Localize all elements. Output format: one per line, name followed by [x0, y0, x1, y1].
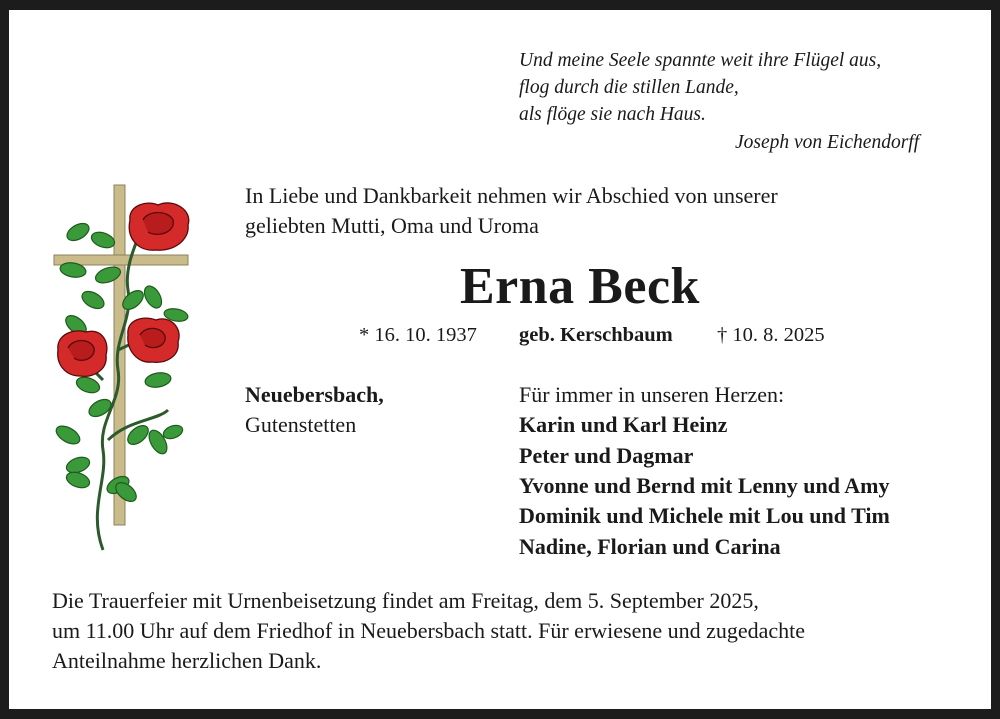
- mourner-line: Karin und Karl Heinz: [519, 412, 728, 437]
- cross-with-roses-icon: [48, 180, 198, 555]
- service-line-3: Anteilnahme herzlichen Dank.: [52, 648, 322, 673]
- location-secondary: Gutenstetten: [245, 412, 357, 437]
- mourner-line: Dominik und Michele mit Lou und Tim: [519, 503, 890, 528]
- mourner-line: Nadine, Florian und Carina: [519, 534, 781, 559]
- deceased-name: Erna Beck: [460, 258, 700, 315]
- death-date: † 10. 8. 2025: [717, 324, 825, 346]
- poem-line-1: Und meine Seele spannte weit ihre Flügel aus,: [519, 50, 882, 71]
- poem-author: Joseph von Eichendorff: [735, 132, 920, 153]
- mourners-heading: Für immer in unseren Herzen:: [519, 382, 785, 407]
- mourner-line: Peter und Dagmar: [519, 443, 694, 468]
- location-primary: Neuebersbach,: [245, 382, 384, 407]
- service-line-2: um 11.00 Uhr auf dem Friedhof in Neuebersbach statt. Für erwiesene und zugedachte: [52, 618, 806, 643]
- service-line-1: Die Trauerfeier mit Urnenbeisetzung findet am Freitag, dem 5. September 2025,: [52, 588, 759, 613]
- birth-date: * 16. 10. 1937: [359, 324, 477, 346]
- poem-line-3: als flöge sie nach Haus.: [519, 104, 706, 125]
- intro-line-2: geliebten Mutti, Oma und Uroma: [245, 213, 539, 238]
- maiden-name: geb. Kerschbaum: [519, 324, 673, 346]
- poem-line-2: flog durch die stillen Lande,: [519, 77, 739, 98]
- intro-line-1: In Liebe und Dankbarkeit nehmen wir Abschied von unserer: [245, 183, 778, 208]
- mourner-line: Yvonne und Bernd mit Lenny und Amy: [519, 473, 890, 498]
